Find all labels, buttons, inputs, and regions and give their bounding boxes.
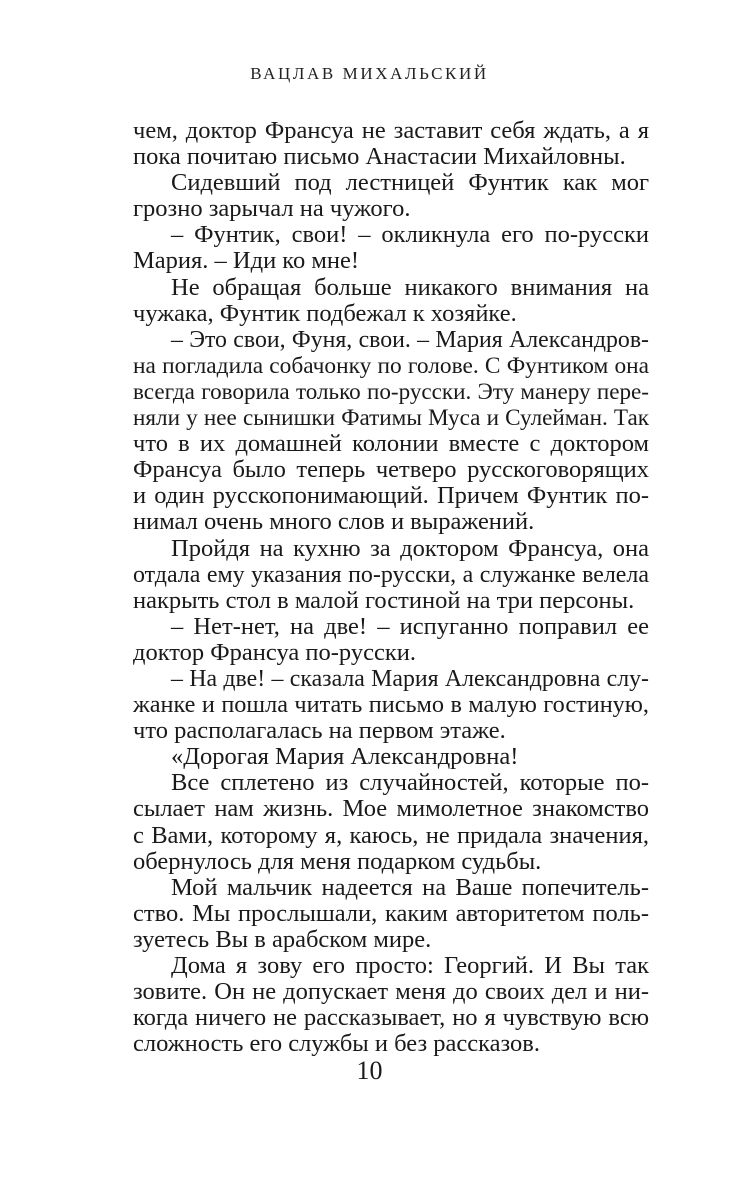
text-line: на погладила собачонку по голове. С Фунтиком она — [133, 352, 649, 379]
text-line: когда ничего не рассказывает, но я чувствую всю — [133, 1004, 649, 1032]
text-line: Сидевший под лестницей Фунтик как мог — [171, 169, 649, 197]
text-line: всегда говорила только по-русски. Эту манеру пере- — [133, 378, 649, 405]
text-line: зовите. Он не допускает меня до своих дел и ни- — [133, 978, 649, 1006]
text-line: Все сплетено из случайностей, которые по- — [171, 769, 649, 797]
text-line: жанке и пошла читать письмо в малую гостиную, — [133, 691, 649, 719]
text-line: что в их домашней колонии вместе с доктором — [133, 430, 649, 458]
text-line: и один русскопонимающий. Причем Фунтик по- — [133, 482, 649, 510]
text-line: Дома я зову его просто: Георгий. И Вы так — [171, 952, 649, 979]
text-line: Мой мальчик надеется на Ваше попечитель- — [171, 873, 649, 901]
text-line: доктор Франсуа по-русски. — [133, 638, 416, 666]
text-line: ство. Мы прослышали, каким авторитетом поль- — [133, 899, 649, 927]
text-line: пока почитаю письмо Анастасии Михайловны. — [133, 143, 626, 171]
text-line: нимал очень много слов и выражений. — [133, 508, 535, 536]
text-line: зуетесь Вы в арабском мире. — [133, 925, 432, 953]
text-line: чужака, Фунтик подбежал к хозяйке. — [133, 299, 517, 327]
body-text — [133, 118, 649, 1057]
text-line: – Фунтик, свои! – окликнула его по-русски — [171, 221, 649, 249]
text-line: с Вами, которому я, каюсь, не придала значения, — [133, 821, 649, 849]
text-line: Не обращая больше никакого внимания на — [171, 273, 649, 301]
text-line: няли у нее сынишки Фатимы Муса и Сулейман. Так — [133, 405, 649, 432]
text-line: сложность его службы и без рассказов. — [133, 1030, 541, 1058]
running-header-author: ВАЦЛАВ МИХАЛЬСКИЙ — [250, 64, 489, 83]
text-line: чем, доктор Франсуа не заставит себя ждать, а я — [133, 117, 649, 144]
text-line: Пройдя на кухню за доктором Франсуа, она — [171, 534, 649, 562]
text-line: Франсуа было теперь четверо русскоговорящих — [133, 456, 649, 484]
text-line: «Дорогая Мария Александровна! — [171, 743, 519, 771]
text-line: – Это свои, Фуня, свои. – Мария Александров- — [171, 326, 649, 353]
text-line: обернулось для меня подарком судьбы. — [133, 847, 542, 875]
text-line: накрыть стол в малой гостиной на три персоны. — [133, 586, 635, 614]
text-line: Мария. – Иди ко мне! — [133, 247, 359, 275]
text-line: что располагалась на первом этаже. — [133, 717, 506, 745]
text-line: – Нет-нет, на две! – испуганно поправил ее — [171, 612, 649, 640]
text-line: грозно зарычал на чужого. — [133, 195, 411, 223]
text-line: сылает нам жизнь. Мое мимолетное знакомство — [133, 795, 649, 823]
text-line: отдала ему указания по-русски, а служанке велела — [133, 561, 649, 588]
page-number: 10 — [356, 1056, 383, 1085]
text-line: – На две! – сказала Мария Александровна слу- — [171, 665, 649, 692]
